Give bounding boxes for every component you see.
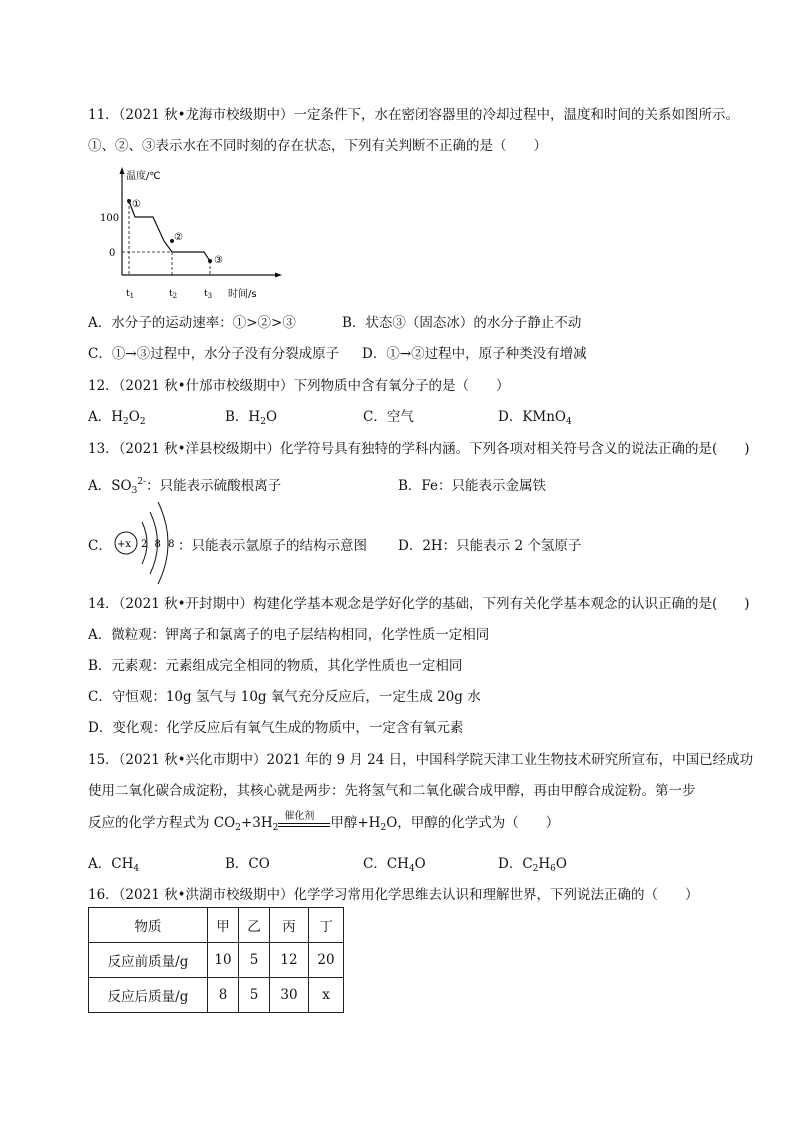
table-cell: 反应前质量/g <box>89 943 208 978</box>
q13-option-a: A．$SO_3^{2-}$：只能表示硫酸根离子 <box>88 477 282 496</box>
tick-t3: t <box>204 289 208 299</box>
table-cell: 10 <box>208 943 239 978</box>
question-15-stem-line1: 15．（2021 秋•兴化市期中）2021 年的 9 月 24 日，中国科学院天津工业生物技术研究所宣布，中国已经成功 <box>88 752 754 768</box>
q13-option-b: B．Fe：只能表示金属铁 <box>398 478 547 494</box>
nucleus-label: +x <box>117 539 132 550</box>
question-12-stem: 12．（2021 秋•什邡市校级期中）下列物质中含有氧分子的是（ ） <box>88 378 510 394</box>
question-11-stem-line2: ①、②、③表示水在不同时刻的存在状态，下列有关判断不正确的是（ ） <box>88 138 547 154</box>
mass-data-table <box>88 907 344 1013</box>
tick-t1: t <box>126 289 130 299</box>
q12-option-d: D．KMnO$_4$ <box>498 409 572 427</box>
table-cell: x <box>309 978 344 1013</box>
shell-electrons: 2 8 8 <box>141 539 177 550</box>
q15-option-b: B．CO <box>225 856 270 872</box>
table-header-cell: 甲 <box>208 908 239 943</box>
catalyst-label: 催化剂 <box>284 811 315 822</box>
q13-option-c-prefix: C． <box>88 538 112 554</box>
graph-y100: 100 <box>100 213 120 224</box>
graph-y0: 0 <box>109 248 116 259</box>
q14-option-b: B．元素观：元素组成完全相同的物质，其化学性质也一定相同 <box>88 658 463 674</box>
q14-option-c: C．守恒观：10g 氢气与 10g 氧气充分反应后，一定生成 20g 水 <box>88 689 481 705</box>
q14-option-a: A．微粒观：钾离子和氯离子的电子层结构相同，化学性质一定相同 <box>88 627 490 643</box>
q15-option-c: C．$CH_4O$ <box>363 856 426 874</box>
temperature-time-graph <box>100 165 290 305</box>
q15-option-a: A．$CH_4$ <box>88 856 140 874</box>
table-cell: 8 <box>208 978 239 1013</box>
table-cell: 5 <box>239 943 270 978</box>
table-cell: 12 <box>270 943 309 978</box>
point-3-label: ③ <box>214 255 223 266</box>
table-row <box>89 978 344 1013</box>
q11-option-d: D．①→②过程中，原子种类没有增减 <box>362 346 587 362</box>
point-1-label: ① <box>132 199 141 210</box>
point-2-label: ② <box>174 232 183 243</box>
graph-ylabel: 温度/℃ <box>126 171 161 182</box>
question-16-stem: 16．（2021 秋•洪湖市校级期中）化学学习常用化学思维去认识和理解世界，下列说法正确的（ ） <box>88 887 699 903</box>
table-row <box>89 943 344 978</box>
q11-option-a: A．水分子的运动速率：①>②>③ <box>88 315 296 331</box>
table-header-cell: 物质 <box>89 908 208 943</box>
question-15-stem-line2: 使用二氧化碳合成淀粉，其核心就是两步：先将氢气和二氧化碳合成甲醇，再由甲醇合成淀粉。第一步 <box>88 783 696 799</box>
q12-option-a: A．$H_2O_2$ <box>88 409 146 427</box>
table-header-cell: 丙 <box>270 908 309 943</box>
question-11-stem-line1: 11．（2021 秋•龙海市校级期中）一定条件下，水在密闭容器里的冷却过程中，温度和时间的关系如图所示。 <box>88 107 740 123</box>
tick-t1-sub: 1 <box>129 292 135 300</box>
table-cell: 30 <box>270 978 309 1013</box>
table-cell: 反应后质量/g <box>89 978 208 1013</box>
question-14-stem: 14．（2021 秋•开封期中）构建化学基本观念是学好化学的基础，下列有关化学基本观念的认识正确的是( ) <box>88 596 750 612</box>
q11-option-c: C．①→③过程中，水分子没有分裂成原子 <box>88 346 340 362</box>
q14-option-d: D．变化观：化学反应后有氧气生成的物质中，一定含有氧元素 <box>88 720 464 736</box>
graph-xlabel: 时间/s <box>228 289 257 300</box>
tick-t2: t <box>169 289 173 299</box>
table-cell: 5 <box>239 978 270 1013</box>
svg-text:t3 <box>204 289 212 300</box>
table-cell: 20 <box>309 943 344 978</box>
svg-text:t2 <box>169 289 177 300</box>
question-15-stem-line3: 反应的化学方程式为 $CO_2+3H_2$ 催化剂 甲醇$+H_2O$，甲醇的化学式为（ ） <box>88 811 559 833</box>
q13-option-d: D．2H：只能表示 2 个氢原子 <box>398 538 582 554</box>
q12-option-b: B．$H_2O$ <box>225 409 278 427</box>
table-header-cell: 丁 <box>309 908 344 943</box>
tick-t2-sub: 2 <box>172 292 178 300</box>
table-header-cell: 乙 <box>239 908 270 943</box>
q13-option-c-text: ：只能表示氩原子的结构示意图 <box>178 538 367 554</box>
svg-text:t1 <box>126 289 134 300</box>
q15-option-d: D．$C_2H_6O$ <box>498 856 567 874</box>
table-header-row <box>89 908 344 943</box>
q12-option-c: C．空气 <box>363 409 414 425</box>
tick-t3-sub: 3 <box>207 292 213 300</box>
q11-option-b: B．状态③（固态冰）的水分子静止不动 <box>342 315 582 331</box>
question-13-stem: 13．（2021 秋•洋县校级期中）化学符号具有独特的学科内涵。下列各项对相关符号含义的说法正确的是( ) <box>88 441 750 457</box>
atom-structure-diagram <box>112 500 184 586</box>
